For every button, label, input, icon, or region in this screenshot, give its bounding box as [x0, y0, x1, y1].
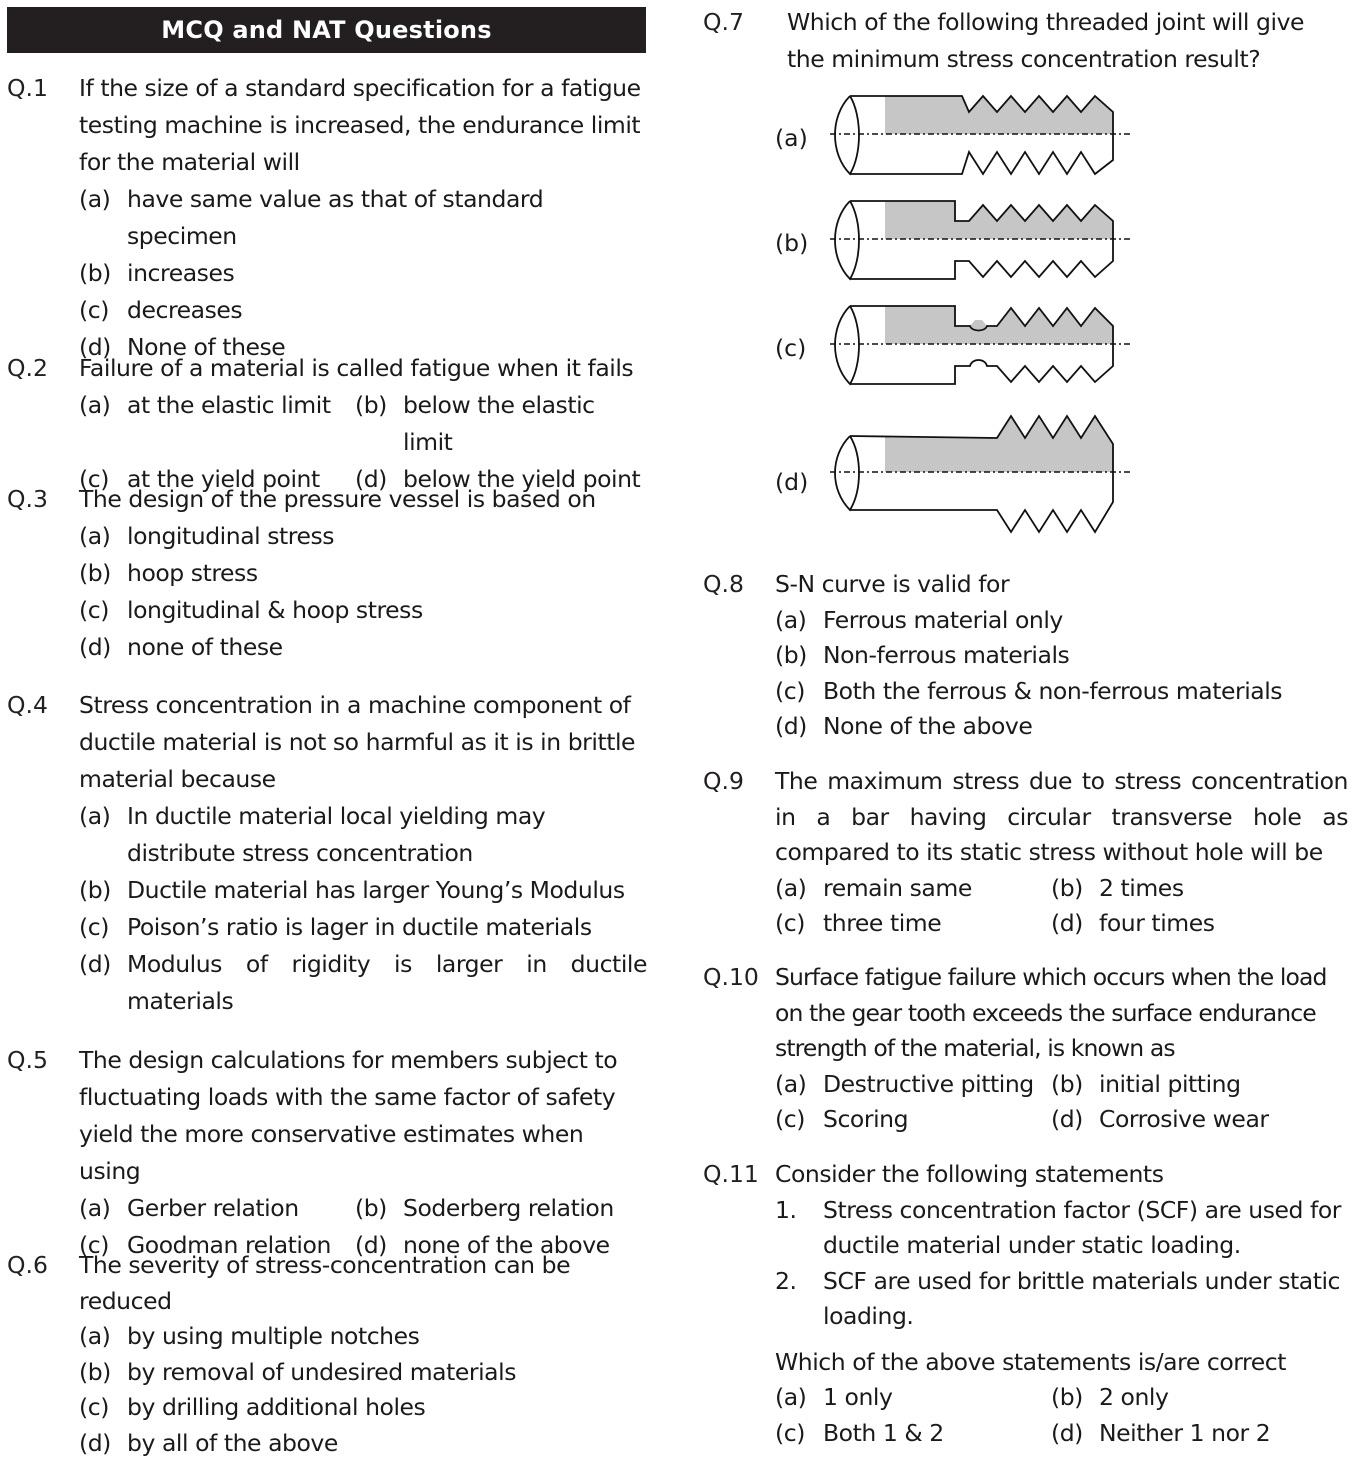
- option-c[interactable]: [775, 1416, 1051, 1452]
- option-text: have same value as that of standard specimen: [127, 181, 647, 255]
- option-label: (a): [79, 1319, 127, 1355]
- option-label: (d): [775, 709, 823, 745]
- option-c[interactable]: [775, 906, 1051, 942]
- option-c[interactable]: [79, 292, 647, 329]
- option-text: 2 times: [1099, 871, 1348, 907]
- option-label: (a): [775, 1380, 823, 1416]
- option-d[interactable]: [1051, 1416, 1348, 1452]
- option-label: (b): [355, 387, 403, 461]
- option-text: Soderberg relation: [403, 1190, 647, 1227]
- option-label: (b): [79, 872, 127, 909]
- option-text: None of the above: [823, 709, 1348, 745]
- option-text: Both the ferrous & non-ferrous materials: [823, 674, 1348, 710]
- option-label: (c): [79, 1227, 127, 1264]
- option-label: (b): [79, 1355, 127, 1391]
- option-text: Ductile material has larger Young’s Modulus: [127, 872, 647, 909]
- option-b[interactable]: [1051, 1067, 1348, 1103]
- question-stem: If the size of a standard specification for a fatigue testing machine is increased, the endurance limit for the material will: [79, 70, 647, 181]
- option-a[interactable]: [79, 1319, 647, 1355]
- option-label: (c): [79, 292, 127, 329]
- option-label: (b): [79, 255, 127, 292]
- option-c[interactable]: [79, 1390, 647, 1426]
- option-label: (c): [775, 1416, 823, 1452]
- option-label: (b): [1051, 871, 1099, 907]
- option-label: (c): [775, 674, 823, 710]
- option-b[interactable]: [355, 387, 647, 461]
- option-c[interactable]: [775, 674, 1348, 710]
- option-label: (c): [775, 906, 823, 942]
- threaded-joint-a-diagram: [830, 90, 1130, 180]
- question-stem: The maximum stress due to stress concentration in a bar having circular transverse hole as compared to its static stress without hole will be: [775, 764, 1348, 871]
- question-3: [7, 481, 647, 666]
- option-label: (a): [79, 387, 127, 461]
- question-number: Q.4: [7, 687, 48, 724]
- option-label: (c): [79, 909, 127, 946]
- option-d[interactable]: [775, 709, 1348, 745]
- statement-label: 2.: [775, 1264, 823, 1335]
- option-b[interactable]: [355, 1190, 647, 1227]
- option-c[interactable]: [775, 1102, 1051, 1138]
- option-d[interactable]: [79, 629, 647, 666]
- option-label: (c): [79, 592, 127, 629]
- option-text: by removal of undesired materials: [127, 1355, 647, 1391]
- statement-1: [775, 1193, 1348, 1264]
- option-c[interactable]: [79, 909, 647, 946]
- option-text: Ferrous material only: [823, 603, 1348, 639]
- statement-label: 1.: [775, 1193, 823, 1264]
- option-text: longitudinal stress: [127, 518, 647, 555]
- figure-label: (c): [775, 334, 806, 362]
- option-a[interactable]: [79, 1190, 355, 1227]
- option-b[interactable]: [79, 872, 647, 909]
- option-label: (d): [79, 1426, 127, 1461]
- option-text: at the yield point: [127, 461, 355, 498]
- question-number: Q.11: [703, 1157, 759, 1193]
- question-stem: Surface fatigue failure which occurs when the load on the gear tooth exceeds the surface endurance strength of the material, is known as: [775, 960, 1348, 1067]
- figure-label: (a): [775, 124, 808, 152]
- figure-option-a[interactable]: [775, 90, 1155, 180]
- question-number: Q.7: [703, 4, 744, 41]
- figure-option-d[interactable]: [775, 408, 1155, 538]
- option-label: (c): [775, 1102, 823, 1138]
- question-6: [7, 1248, 647, 1461]
- option-label: (d): [1051, 1102, 1099, 1138]
- option-text: none of the above: [403, 1227, 647, 1264]
- option-text: In ductile material local yielding may distribute stress concentration: [127, 798, 647, 872]
- option-b[interactable]: [79, 255, 647, 292]
- option-text: decreases: [127, 292, 647, 329]
- option-label: (d): [79, 629, 127, 666]
- section-title: MCQ and NAT Questions: [7, 7, 646, 53]
- option-label: (a): [775, 603, 823, 639]
- option-b[interactable]: [79, 1355, 647, 1391]
- question-number: Q.3: [7, 481, 48, 518]
- option-text: Gerber relation: [127, 1190, 355, 1227]
- statement-text: Stress concentration factor (SCF) are used for ductile material under static loading.: [823, 1193, 1348, 1264]
- threaded-joint-c-diagram: [830, 300, 1130, 390]
- option-text: Neither 1 nor 2: [1099, 1416, 1348, 1452]
- option-label: (c): [79, 461, 127, 498]
- option-c[interactable]: [79, 592, 647, 629]
- option-label: (a): [775, 1067, 823, 1103]
- question-stem: The design calculations for members subject to fluctuating loads with the same factor of safety yield the more conservative estimates when using: [79, 1042, 647, 1190]
- question-9: [703, 764, 1348, 942]
- option-text: below the yield point: [403, 461, 647, 498]
- option-label: (a): [79, 181, 127, 255]
- figure-label: (b): [775, 229, 808, 257]
- option-label: (b): [1051, 1380, 1099, 1416]
- question-number: Q.8: [703, 567, 744, 603]
- option-text: Poison’s ratio is lager in ductile materials: [127, 909, 647, 946]
- option-text: below the elastic limit: [403, 387, 647, 461]
- option-a[interactable]: [775, 1067, 1051, 1103]
- option-text: Corrosive wear: [1099, 1102, 1348, 1138]
- option-d[interactable]: [1051, 1102, 1348, 1138]
- option-text: 1 only: [823, 1380, 1051, 1416]
- question-8: [703, 567, 1348, 745]
- option-text: None of these: [127, 329, 647, 366]
- question-4: [7, 687, 647, 1020]
- threaded-joint-b-diagram: [830, 195, 1130, 285]
- option-label: (d): [1051, 906, 1099, 942]
- question-5: [7, 1042, 647, 1264]
- question-7: [703, 4, 1348, 78]
- question-stem: The severity of stress-concentration can be reduced: [79, 1248, 647, 1319]
- follow-up-question: Which of the above statements is/are correct: [775, 1345, 1348, 1381]
- option-label: (a): [775, 871, 823, 907]
- option-label: (a): [79, 798, 127, 872]
- question-stem: Failure of a material is called fatigue when it fails: [79, 350, 647, 387]
- question-2: [7, 350, 647, 498]
- option-text: four times: [1099, 906, 1348, 942]
- question-number: Q.6: [7, 1248, 48, 1284]
- question-number: Q.2: [7, 350, 48, 387]
- option-label: (a): [79, 518, 127, 555]
- option-text: three time: [823, 906, 1051, 942]
- option-d[interactable]: [79, 1426, 647, 1461]
- option-text: Both 1 & 2: [823, 1416, 1051, 1452]
- option-label: (d): [79, 946, 127, 1020]
- option-d[interactable]: [1051, 906, 1348, 942]
- option-text: hoop stress: [127, 555, 647, 592]
- option-text: by drilling additional holes: [127, 1390, 647, 1426]
- question-number: Q.10: [703, 960, 759, 996]
- question-number: Q.1: [7, 70, 48, 107]
- option-text: Goodman relation: [127, 1227, 355, 1264]
- figure-option-c[interactable]: [775, 300, 1155, 390]
- option-label: (b): [79, 555, 127, 592]
- option-label: (b): [1051, 1067, 1099, 1103]
- option-text: remain same: [823, 871, 1051, 907]
- option-label: (c): [79, 1390, 127, 1426]
- option-label: (d): [355, 1227, 403, 1264]
- option-text: at the elastic limit: [127, 387, 355, 461]
- question-stem: S-N curve is valid for: [775, 567, 1348, 603]
- question-number: Q.9: [703, 764, 744, 800]
- option-label: (b): [775, 638, 823, 674]
- threaded-joint-d-diagram: [830, 408, 1130, 538]
- option-label: (d): [355, 461, 403, 498]
- option-b[interactable]: [1051, 1380, 1348, 1416]
- statement-2: [775, 1264, 1348, 1335]
- figure-label: (d): [775, 468, 808, 496]
- question-10: [703, 960, 1348, 1138]
- option-a[interactable]: [79, 798, 647, 872]
- option-b[interactable]: [79, 555, 647, 592]
- option-text: none of these: [127, 629, 647, 666]
- option-text: increases: [127, 255, 647, 292]
- option-a[interactable]: [775, 1380, 1051, 1416]
- question-stem: The design of the pressure vessel is based on: [79, 481, 647, 518]
- option-label: (d): [1051, 1416, 1099, 1452]
- option-text: Non-ferrous materials: [823, 638, 1348, 674]
- option-label: (b): [355, 1190, 403, 1227]
- option-text: initial pitting: [1099, 1067, 1348, 1103]
- question-number: Q.5: [7, 1042, 48, 1079]
- option-a[interactable]: [79, 387, 355, 461]
- option-b[interactable]: [1051, 871, 1348, 907]
- option-b[interactable]: [775, 638, 1348, 674]
- option-text: Destructive pitting: [823, 1067, 1051, 1103]
- option-d[interactable]: [79, 946, 647, 1020]
- option-label: (a): [79, 1190, 127, 1227]
- option-text: Modulus of rigidity is larger in ductile materials: [127, 946, 647, 1020]
- option-text: Scoring: [823, 1102, 1051, 1138]
- statement-text: SCF are used for brittle materials under static loading.: [823, 1264, 1348, 1335]
- option-text: 2 only: [1099, 1380, 1348, 1416]
- question-stem: Which of the following threaded joint will give the minimum stress concentration result?: [787, 4, 1348, 78]
- option-text: longitudinal & hoop stress: [127, 592, 647, 629]
- question-1: [7, 70, 647, 366]
- question-11: [703, 1157, 1348, 1451]
- option-label: (d): [79, 329, 127, 366]
- option-a[interactable]: [775, 603, 1348, 639]
- option-a[interactable]: [79, 518, 647, 555]
- option-text: by all of the above: [127, 1426, 647, 1461]
- figure-option-b[interactable]: [775, 195, 1155, 285]
- option-a[interactable]: [79, 181, 647, 255]
- question-stem: Consider the following statements: [775, 1157, 1348, 1193]
- question-stem: Stress concentration in a machine component of ductile material is not so harmful as it is in brittle material because: [79, 687, 647, 798]
- option-a[interactable]: [775, 871, 1051, 907]
- option-text: by using multiple notches: [127, 1319, 647, 1355]
